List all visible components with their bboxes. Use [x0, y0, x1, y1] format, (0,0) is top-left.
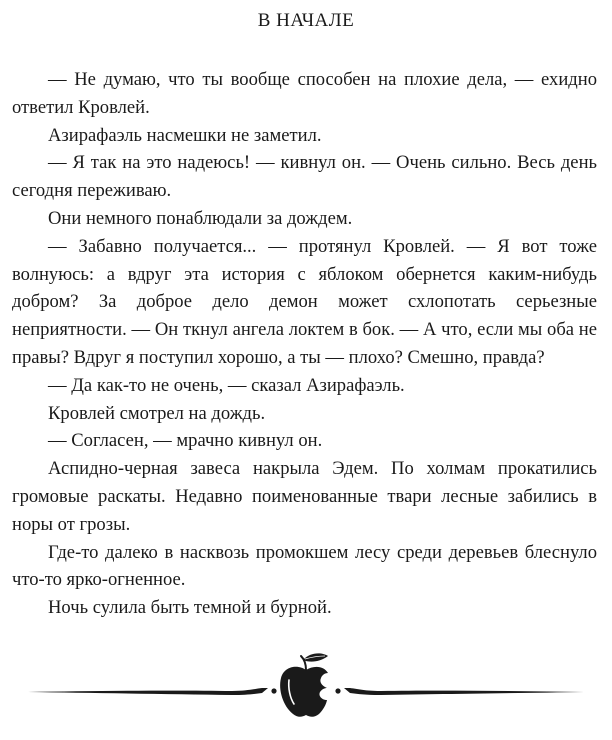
paragraph: Ночь сулила быть темной и бурной. — [48, 597, 332, 619]
left-dot — [271, 688, 276, 693]
paragraph: — Да как-то не очень, — сказал Азирафаэль. — [48, 374, 405, 396]
paragraph: Кровлей смотрел на дождь. — [48, 402, 266, 424]
paragraph: — Я так на это надеюсь! — кивнул он. — Очень сильно. Весь день сегодня переживаю. — [12, 152, 597, 202]
paragraph: Они немного понаблюдали за дождем. — [48, 207, 353, 229]
paragraph: Аспидно-черная завеса накрыла Эдем. По холмам прокатились громовые раскаты. Недавно поименованные твари лесные забились в норы от грозы. — [12, 458, 597, 535]
right-flourish — [344, 688, 584, 695]
paragraph: — Забавно получается... — протянул Кровлей. — Я вот тоже волнуюсь: а вдруг эта история с яблоком обернется каким-нибудь добром? За доброе дело демон может схлопотать серьезные неприятности. — Он ткнул ангела локтем в бок. — А что, если мы оба не правы? Вдруг я поступил хорошо, а ты — плохо? Смешно, правда? — [12, 235, 597, 368]
paragraph: — Согласен, — мрачно кивнул он. — [48, 430, 323, 452]
page-body — [12, 66, 597, 622]
running-header: В НАЧАЛЕ — [257, 10, 355, 31]
apple-ornament — [0, 648, 612, 728]
right-dot — [335, 688, 340, 693]
paragraph: — Не думаю, что ты вообще способен на плохие дела, — ехидно ответил Кровлей. — [12, 69, 597, 118]
paragraph: Где-то далеко в насквозь промокшем лесу среди деревьев блеснуло что-то ярко-огненное. — [12, 541, 597, 591]
left-flourish — [28, 688, 268, 695]
bitten-apple-icon — [280, 653, 328, 716]
paragraph: Азирафаэль насмешки не заметил. — [48, 124, 322, 146]
